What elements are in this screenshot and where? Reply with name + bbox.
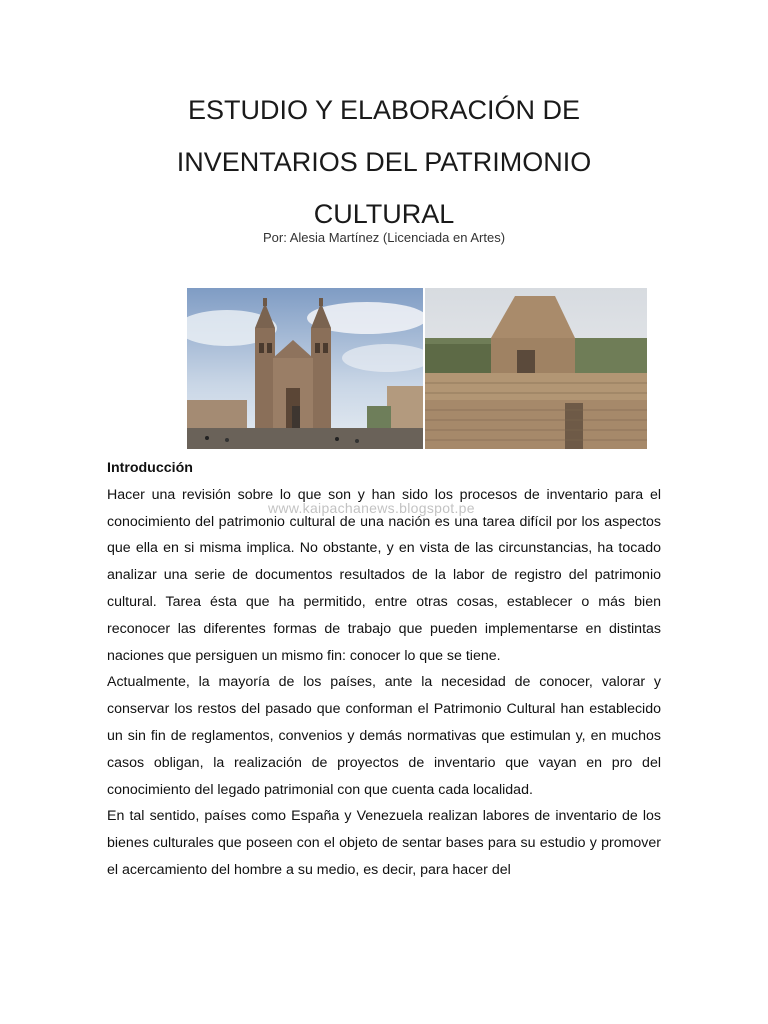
cathedral-photo [187, 288, 423, 449]
title-line-2: INVENTARIOS DEL PATRIMONIO [176, 147, 592, 177]
paragraph-3: En tal sentido, países como España y Venezuela realizan labores de inventario de los bienes culturales que poseen con el objeto de sentar bases para su estudio y promover el acercamiento del hombre a su medio, es decir, para hacer del [107, 808, 661, 878]
document-title [0, 84, 768, 240]
title-line-3: CULTURAL [313, 199, 455, 229]
paragraph-1: Hacer una revisión sobre lo que son y han sido los procesos de inventario para el conocimiento del patrimonio cultural de una nación es una tarea difícil por los aspectos que ella en si misma implica. No obstante, y en vista de las circunstancias, ha tocado analizar una serie de documentos resultados de la labor de registro del patrimonio cultural. Tarea ésta que ha permitido, entre otras cosas, establecer o más bien reconocer las diferentes formas de trabajo que pueden implementarse en distintas naciones que persiguen un mismo fin: conocer lo que se tiene. [107, 486, 661, 664]
document-body [107, 455, 661, 884]
paragraph-2: Actualmente, la mayoría de los países, ante la necesidad de conocer, valorar y conservar los restos del pasado que conforman el Patrimonio Cultural han establecido un sin fin de reglamentos, convenios y demás normativas que estimulan y, en muchos casos obligan, la realización de proyectos de inventario que vayan en pro del conocimiento del legado patrimonial con que cuenta cada localidad. [107, 674, 661, 798]
author-line: Por: Alesia Martínez (Licenciada en Artes) [262, 230, 506, 245]
section-heading: Introducción [107, 460, 193, 476]
stone-ruins-photo [425, 288, 647, 449]
photo-strip [187, 288, 647, 449]
watermark-text: www.kaipachanews.blogspot.pe [268, 500, 475, 516]
title-line-1: ESTUDIO Y ELABORACIÓN DE [187, 95, 581, 125]
